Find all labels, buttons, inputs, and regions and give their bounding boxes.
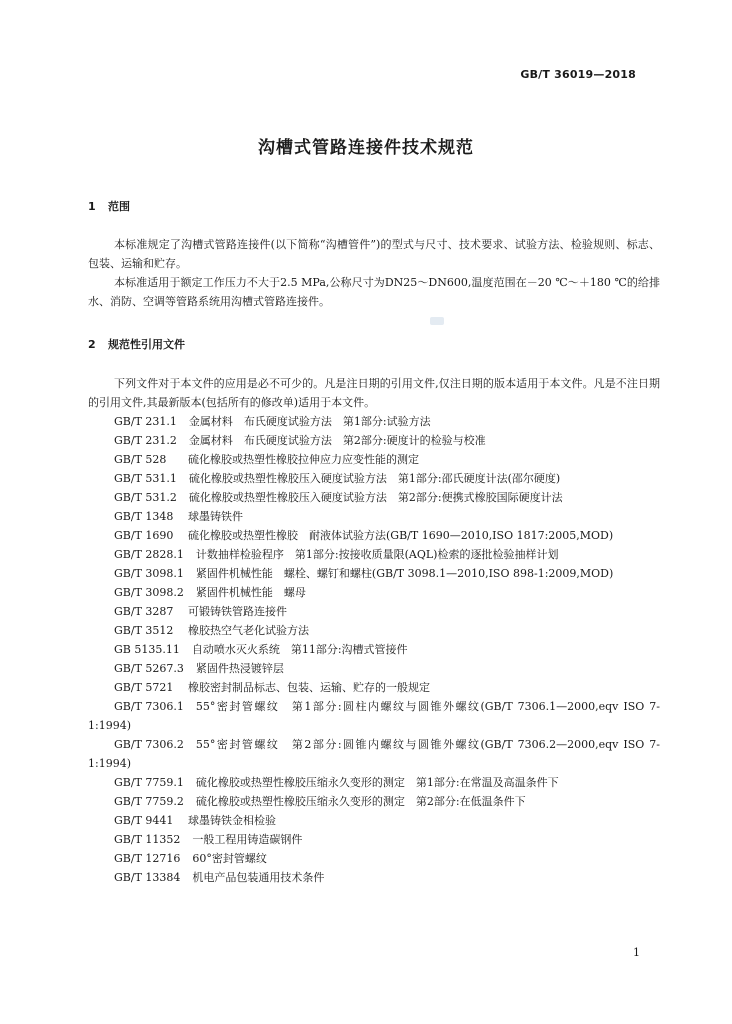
section-title: 规范性引用文件	[108, 338, 185, 351]
reference-item	[88, 697, 660, 735]
reference-item	[88, 811, 660, 830]
reference-code: GB/T 7759.2	[114, 795, 184, 808]
reference-item	[88, 678, 660, 697]
section-heading-normative-references	[88, 336, 185, 352]
reference-item	[88, 526, 660, 545]
reference-title: 60°密封管螺纹	[192, 852, 267, 865]
reference-code: GB/T 7306.2	[114, 738, 184, 751]
reference-title: 硫化橡胶或热塑性橡胶压缩永久变形的测定 第2部分:在低温条件下	[195, 795, 526, 808]
reference-item	[88, 412, 660, 431]
reference-code: GB/T 2828.1	[114, 548, 184, 561]
reference-item	[88, 773, 660, 792]
reference-title: 可锻铸铁管路连接件	[188, 605, 287, 618]
reference-item	[88, 640, 660, 659]
scope-paragraph-1: 本标准规定了沟槽式管路连接件(以下简称“沟槽管件”)的型式与尺寸、技术要求、试验方法、检验规则、标志、包装、运输和贮存。	[88, 238, 660, 270]
page-number: 1	[633, 946, 640, 959]
reference-item	[88, 431, 660, 450]
section-number: 1	[88, 200, 96, 213]
reference-code: GB/T 5721	[114, 681, 174, 694]
reference-item	[88, 507, 660, 526]
reference-title: 硫化橡胶或热塑性橡胶压入硬度试验方法 第1部分:邵氏硬度计法(邵尔硬度)	[188, 472, 561, 485]
reference-code: GB/T 531.1	[114, 472, 177, 485]
reference-code: GB/T 3512	[114, 624, 174, 637]
reference-code: GB/T 12716	[114, 852, 181, 865]
reference-title: 紧固件机械性能 螺母	[195, 586, 306, 599]
reference-code: GB 5135.11	[114, 643, 180, 656]
reference-item	[88, 849, 660, 868]
reference-title: 橡胶密封制品标志、包装、运输、贮存的一般规定	[188, 681, 430, 694]
reference-title: 55°密封管螺纹 第1部分:圆柱内螺纹与圆锥外螺纹(GB/T 7306.1—2000,eqv ISO 7-1:1994)	[88, 700, 660, 732]
reference-item	[88, 602, 660, 621]
reference-title: 紧固件热浸镀锌层	[195, 662, 284, 675]
reference-code: GB/T 1348	[114, 510, 174, 523]
reference-title: 橡胶热空气老化试验方法	[188, 624, 309, 637]
reference-title: 紧固件机械性能 螺栓、螺钉和螺柱(GB/T 3098.1—2010,ISO 898-1:2009,MOD)	[195, 567, 614, 580]
reference-title: 硫化橡胶或热塑性橡胶压入硬度试验方法 第2部分:便携式橡胶国际硬度计法	[188, 491, 563, 504]
reference-code: GB/T 528	[114, 453, 167, 466]
reference-title: 球墨铸铁件	[188, 510, 243, 523]
reference-title: 硫化橡胶或热塑性橡胶 耐液体试验方法(GB/T 1690—2010,ISO 1817:2005,MOD)	[188, 529, 614, 542]
reference-item	[88, 868, 660, 887]
watermark-mark	[430, 317, 444, 325]
reference-code: GB/T 7759.1	[114, 776, 184, 789]
reference-item	[88, 564, 660, 583]
section-heading-scope	[88, 198, 130, 214]
reference-code: GB/T 531.2	[114, 491, 177, 504]
reference-code: GB/T 7306.1	[114, 700, 184, 713]
reference-code: GB/T 231.1	[114, 415, 177, 428]
reference-item	[88, 583, 660, 602]
reference-item	[88, 450, 660, 469]
reference-title: 球墨铸铁金相检验	[188, 814, 276, 827]
section-number: 2	[88, 338, 96, 351]
reference-code: GB/T 5267.3	[114, 662, 184, 675]
reference-item	[88, 659, 660, 678]
reference-code: GB/T 9441	[114, 814, 174, 827]
reference-code: GB/T 231.2	[114, 434, 177, 447]
reference-code: GB/T 1690	[114, 529, 174, 542]
document-title: 沟槽式管路连接件技术规范	[258, 138, 474, 158]
scope-paragraph-2: 本标准适用于额定工作压力不大于2.5 MPa,公称尺寸为DN25～DN600,温度范围在－20 ℃～＋180 ℃的给排水、消防、空调等管路系统用沟槽式管路连接件。	[88, 276, 660, 308]
reference-item	[88, 488, 660, 507]
reference-title: 硫化橡胶或热塑性橡胶拉伸应力应变性能的测定	[188, 453, 419, 466]
reference-item	[88, 830, 660, 849]
reference-item	[88, 545, 660, 564]
reference-title: 金属材料 布氏硬度试验方法 第2部分:硬度计的检验与校准	[188, 434, 486, 447]
reference-title: 一般工程用铸造碳钢件	[192, 833, 303, 846]
reference-title: 金属材料 布氏硬度试验方法 第1部分:试验方法	[188, 415, 431, 428]
reference-code: GB/T 3098.1	[114, 567, 184, 580]
reference-code: GB/T 11352	[114, 833, 181, 846]
reference-code: GB/T 3098.2	[114, 586, 184, 599]
reference-list	[88, 412, 660, 887]
reference-item	[88, 735, 660, 773]
reference-title: 硫化橡胶或热塑性橡胶压缩永久变形的测定 第1部分:在常温及高温条件下	[195, 776, 559, 789]
reference-title: 自动喷水灭火系统 第11部分:沟槽式管接件	[191, 643, 408, 656]
reference-item	[88, 469, 660, 488]
reference-item	[88, 792, 660, 811]
reference-title: 计数抽样检验程序 第1部分:按接收质量限(AQL)检索的逐批检验抽样计划	[195, 548, 559, 561]
reference-title: 机电产品包装通用技术条件	[192, 871, 325, 884]
reference-item	[88, 621, 660, 640]
reference-title: 55°密封管螺纹 第2部分:圆锥内螺纹与圆锥外螺纹(GB/T 7306.2—2000,eqv ISO 7-1:1994)	[88, 738, 660, 770]
standard-code: GB/T 36019—2018	[520, 68, 636, 81]
section-title: 范围	[108, 200, 130, 213]
reference-code: GB/T 3287	[114, 605, 174, 618]
references-intro: 下列文件对于本文件的应用是必不可少的。凡是注日期的引用文件,仅注日期的版本适用于本文件。凡是不注日期的引用文件,其最新版本(包括所有的修改单)适用于本文件。	[88, 377, 660, 409]
reference-code: GB/T 13384	[114, 871, 181, 884]
